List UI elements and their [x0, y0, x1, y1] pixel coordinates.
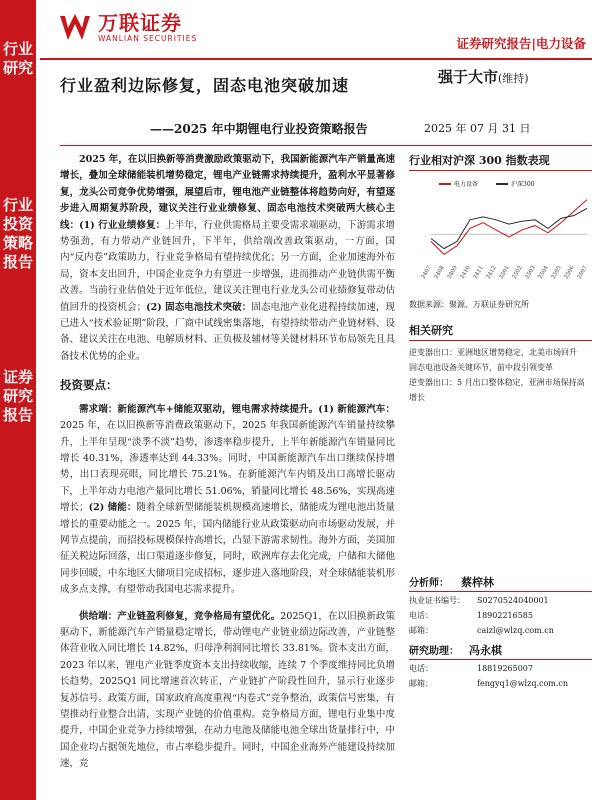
- assistant-name: 冯永棋: [469, 644, 502, 657]
- x-tick-label: 2507: [576, 265, 589, 281]
- chart-title: 行业相对沪深 300 指数表现: [409, 154, 550, 167]
- analyst-info: [409, 574, 592, 693]
- x-tick-label: 2501: [498, 265, 511, 281]
- related-item[interactable]: 固态电池设备关键环节，前中段引领变革: [409, 363, 553, 372]
- report-date: 2025 年 07 月 31 日: [424, 122, 531, 135]
- email-address-2[interactable]: fengyq1@wlzq.com.cn: [477, 679, 569, 688]
- chart-title-rule: [409, 170, 592, 171]
- x-tick-label: 2412: [485, 265, 498, 281]
- performance-chart: [409, 175, 592, 295]
- page-title: 行业盈利边际修复，固态电池突破加速: [60, 76, 350, 95]
- series-line-1: [431, 208, 587, 248]
- related-item[interactable]: 逆变器出口：亚洲地区增势稳定，北美市场回升: [409, 348, 577, 357]
- sidebar-label-industry-research: 行业研究: [2, 40, 33, 77]
- x-tick-label: 2407: [420, 265, 433, 281]
- x-tick-label: 2505: [550, 265, 563, 281]
- right-column: [409, 152, 592, 405]
- chart-legend: [439, 179, 534, 188]
- rating: 强于大市(维持): [438, 68, 529, 86]
- x-tick-label: 2504: [537, 265, 550, 281]
- wanlian-logo-icon: [58, 10, 92, 44]
- x-tick-label: 2408: [433, 265, 446, 281]
- page-subtitle: ——2025 年中期锂电行业投资策略报告: [150, 122, 368, 136]
- email-label: 邮箱：: [409, 679, 433, 688]
- analyst-label: 分析师：: [409, 578, 449, 589]
- investment-heading: 投资要点：: [60, 378, 118, 393]
- supply-paragraph: 供给端：产业链盈利修复，竞争格局有望优化。2025Q1，在以旧换新政策驱动下，新能源汽车产销量稳定增长，带动锂电产业链业绩边际改善，产业链整体营业收入同比增长 14.82%，归母净利润同比增长 33.81%。资本支出方面，2023 年以来，锂电产业链季度资本支出持续收缩，连续 7 个季度维持同比负增长趋势，2025Q1 同比增速首次转正，产业链扩产阶段性回升，显示行业逐步复苏信号。政策方面，国家政府高度重视“内卷式”竞争整治，政策信号密集，有望推动行业整合出清，实现产业链的价值重构。竞争格局方面，锂电行业集中度提升，中国企业竞争力持续增强，在动力电池及储能电池全球出货量排行中，中国企业均占据领先地位，市占率稳步提升。同时，中国企业海外产能建设持续加速，竞: [60, 610, 395, 770]
- phone-label: 电话：: [409, 664, 433, 673]
- phone-label: 电话：: [409, 611, 433, 620]
- license-label: 执业证书编号：: [409, 596, 465, 605]
- related-research-heading: 相关研究: [409, 324, 453, 337]
- logo-chinese-name: 万联证券: [98, 10, 182, 35]
- x-tick-label: 2409: [446, 265, 459, 281]
- x-tick-label: 2506: [563, 265, 576, 281]
- license-number: S0270524040001: [477, 596, 549, 605]
- email-address[interactable]: caizl@wlzq.com.cn: [477, 626, 554, 635]
- left-sidebar: [0, 0, 36, 800]
- summary-paragraph: 2025 年，在以旧换新等消费激励政策驱动下，我国新能源汽车产销量高速增长，叠加全球储能装机增势稳定，锂电产业链需求持续提升，盈利水平显著修复，龙头公司竞争优势增强，展望后市，锂电池产业链整体将趋势向好，有望逐步进入周期复苏阶段，建议关注行业业绩修复、固态电池技术突破两大核心主线：(1) 行业业绩修复：上半年，行业供需格局主要受需求端驱动，下游需求增势强劲，有力带动产业链回升，下半年，供给端改善政策驱动，一方面，国内“反内卷”政策助力，行业竞争格局有望持续优化；另一方面，企业加速海外布局，资本支出回升，中国企业竞争力有望进一步增强，进而推动产业链供需平衡改善。当前行业估值处于近年低位，建议关注锂电行业龙头公司业绩修复带动估值回升的投资机会；(2) 固态电池技术突破：固态电池产业化进程持续加速，现已进入“技术验证期”阶段，厂商中试线密集落地，有望持续带动产业链材料、设备、建议关注在电池、电解质材料、正负极及辅材等关键材料环节布局领先且具备技术优势的企业。: [60, 154, 395, 362]
- logo-english-name: WANLIAN SECURITIES: [98, 33, 198, 43]
- chart-svg: [409, 175, 592, 295]
- analyst-name: 蔡梓林: [461, 576, 494, 589]
- x-tick-label: 2411: [472, 265, 485, 281]
- phone-number-2: 18819265007: [477, 664, 533, 673]
- header: [0, 0, 600, 60]
- email-label: 邮箱：: [409, 626, 433, 635]
- x-tick-label: 2502: [511, 265, 524, 281]
- x-tick-label: 2410: [459, 265, 472, 281]
- sidebar-label-strategy-report: 行业投资策略报告: [2, 196, 33, 271]
- related-research-list: [409, 345, 592, 405]
- chart-source: 数据来源：聚源、万联证券研究所: [409, 300, 529, 309]
- title-divider: [60, 145, 592, 146]
- header-divider: [40, 58, 592, 60]
- related-item[interactable]: 逆变器出口：5 月出口整体稳定，亚洲市场保持高增长: [409, 378, 585, 402]
- sidebar-label-securities-report: 证券研究报告: [2, 368, 33, 424]
- legend-item-sector: 电力设备: [439, 179, 478, 188]
- phone-number: 18902216585: [477, 611, 533, 620]
- related-rule: [409, 340, 592, 341]
- demand-paragraph: 需求端：新能源汽车+储能双驱动，锂电需求持续提升。(1) 新能源汽车：2025 年，在以旧换新等消费政策驱动下，2025 年我国新能源汽车销量持续攀升，上半年呈现“淡季不淡”趋势，渗透率稳步提升，上半年新能源汽车销量同比增长 40.31%，渗透率达到 44.33%。同时，中国新能源汽车出口继续保持增势，出口表现亮眼，同比增长 75.21%。在新能源汽车内销及出口高增长驱动下，上半年动力电池产量同比增长 51.06%，销量同比增长 48.56%，实现高速增长；(2) 储能：随着全球新型储能装机规模高速增长，储能成为锂电池出货量增长的重要动能之一。2025 年，国内储能行业从政策驱动向市场驱动发展，并网节点提前，而招投标规模保持高增长，凸显下游需求韧性。海外方面，美国加征关税边际回落，出口渠道逐步修复，同时，欧洲库存去化完成，户储和大储他同步回暖，中东地区大储项目完成招标，逐步进入落地阶段，对全球储能装机形成多点支撑，有望带动我国电芯需求提升。: [60, 403, 395, 596]
- report-type: 证券研究报告|电力设备: [456, 36, 586, 51]
- legend-item-index: 沪深300: [496, 179, 534, 188]
- x-tick-label: 2503: [524, 265, 537, 281]
- company-logo: [58, 10, 197, 44]
- series-line-0: [431, 200, 587, 255]
- assistant-label: 研究助理：: [409, 646, 459, 657]
- main-content: [60, 152, 395, 773]
